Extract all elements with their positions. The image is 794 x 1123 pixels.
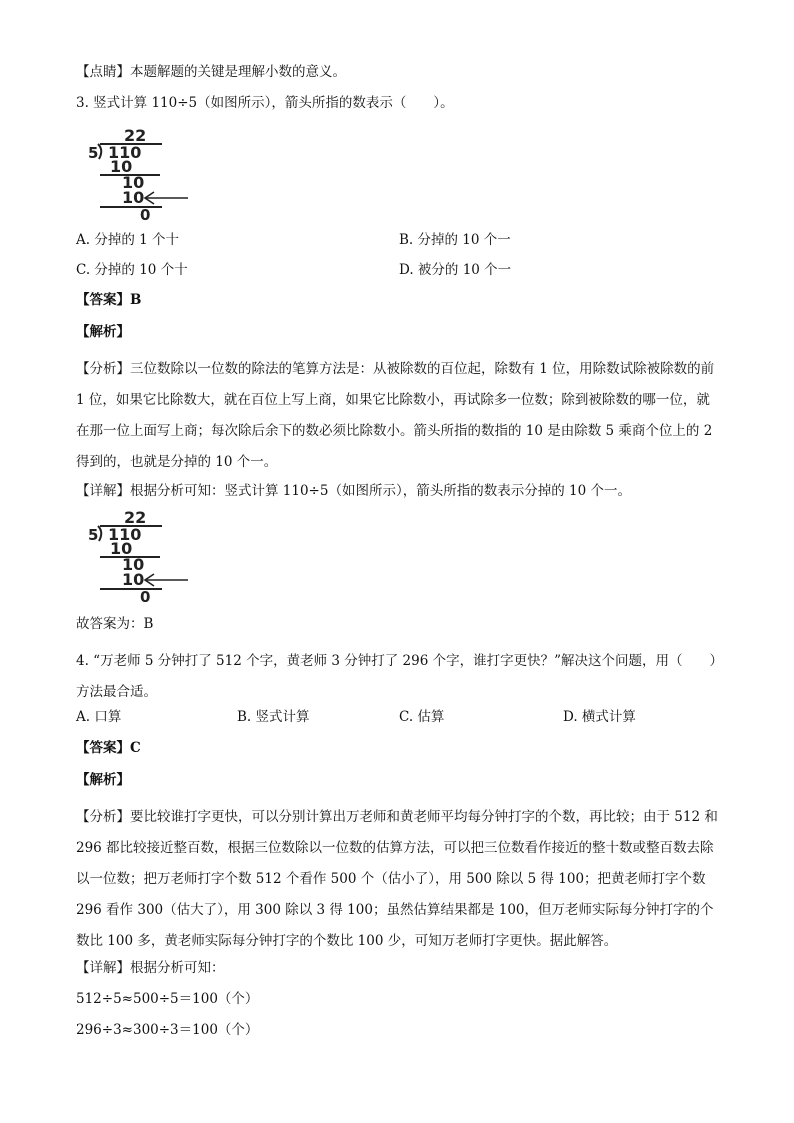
divisor-text-2: 5 xyxy=(88,526,99,544)
q4-option-a: A. 口算 xyxy=(76,709,122,725)
quotient-text-2: 22 xyxy=(124,508,147,527)
q4-calc-1: 512÷5≈500÷5＝100（个） xyxy=(76,991,259,1007)
quotient-text: 22 xyxy=(124,126,147,145)
remainder2-text-2: 0 xyxy=(140,588,151,604)
q3-option-a: A. 分掉的 1 个十 xyxy=(76,232,180,248)
q4-option-d: D. 横式计算 xyxy=(563,709,636,725)
product1-text-2: 10 xyxy=(110,539,133,558)
q4-answer: 【答案】C xyxy=(76,740,141,756)
divisor-text: 5 xyxy=(88,144,99,162)
q4-detail: 【详解】根据分析可知： xyxy=(76,960,225,976)
remainder2-text: 0 xyxy=(140,206,151,222)
q3-option-d: D. 被分的 10 个一 xyxy=(399,262,512,278)
dianjing-note: 【点睛】本题解题的关键是理解小数的意义。 xyxy=(76,64,346,80)
q4-option-c: C. 估算 xyxy=(399,709,445,725)
q3-jiexi-heading: 【解析】 xyxy=(76,324,130,340)
q4-calc-2: 296÷3≈300÷3＝100（个） xyxy=(76,1022,259,1038)
product2-text: 10 xyxy=(122,188,145,207)
product2-text-2: 10 xyxy=(122,570,145,589)
product1-text: 10 xyxy=(110,157,133,176)
q3-final-answer: 故答案为：B xyxy=(76,616,154,632)
long-division-figure-2 xyxy=(82,508,197,604)
q3-option-c: C. 分掉的 10 个十 xyxy=(76,262,188,278)
question-4-stem: 4. “万老师 5 分钟打了 512 个字，黄老师 3 分钟打了 296 个字，谁打字更快？”解决这个问题，用（ ）方法最合适。 xyxy=(76,653,717,700)
q4-jiexi-heading: 【解析】 xyxy=(76,772,130,788)
long-division-figure-1 xyxy=(82,126,197,222)
dividend-text-2: 110 xyxy=(108,525,142,544)
q4-analysis: 【分析】要比较谁打字更快，可以分别计算出万老师和黄老师平均每分钟打字的个数，再比较；由于 512 和 296 都比较接近整百数，根据三位数除以一位数的估算方法，可以把三位数看作接近的整十数或整百数去除以一位数；把万老师打字个数 512 个看作 500 个（估小了），用 500 除以 5 得 100；把黄老师打字个数 296 看作 300（估大了），用 300 除以 3 得 100；虽然估算结果都是 100，但万老师实际每分钟打字的个数比 100 多，黄老师实际每分钟打字的个数比 100 少，可知万老师打字更快。据此解答。 xyxy=(76,809,718,949)
q3-answer: 【答案】B xyxy=(76,292,142,308)
dividend-text: 110 xyxy=(108,143,142,162)
q3-detail: 【详解】根据分析可知：竖式计算 110÷5（如图所示），箭头所指的数表示分掉的 10 个一。 xyxy=(76,483,631,499)
q4-option-b: B. 竖式计算 xyxy=(237,709,310,725)
q3-option-b: B. 分掉的 10 个一 xyxy=(399,232,511,248)
question-3-stem: 3. 竖式计算 110÷5（如图所示），箭头所指的数表示（ ）。 xyxy=(76,95,454,111)
q3-analysis: 【分析】三位数除以一位数的除法的笔算方法是：从被除数的百位起，除数有 1 位，用除数试除被除数的前 1 位，如果它比除数大，就在百位上写上商，如果它比除数小，再试除多一位数；除到被除数的哪一位，就在那一位上面写上商；每次除后余下的数必须比除数小。箭头所指的数指的 10 是由除数 5 乘商个位上的 2 得到的，也就是分掉的 10 个一。 xyxy=(76,361,715,470)
remainder1-text-2: 10 xyxy=(122,555,145,574)
remainder1-text: 10 xyxy=(122,173,145,192)
